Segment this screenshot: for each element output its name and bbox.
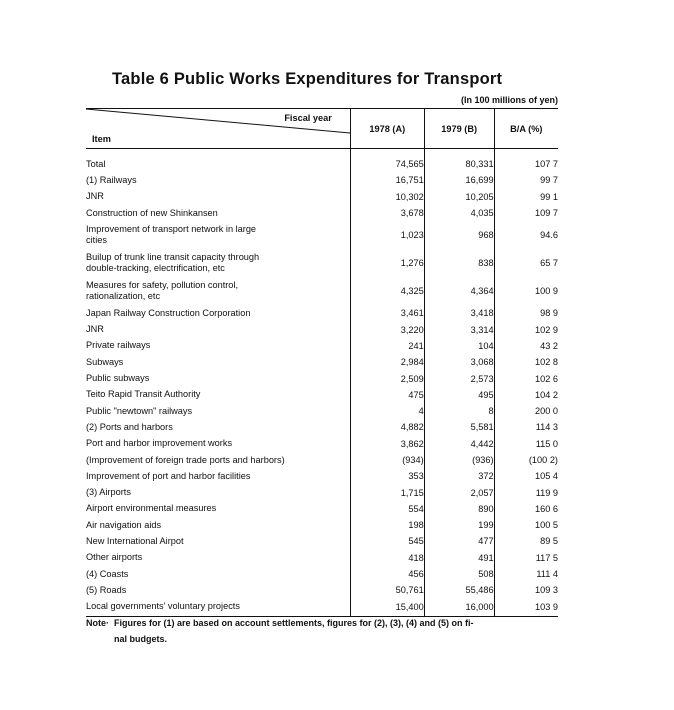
ratio-value: 105 4 <box>494 468 558 484</box>
ratio-value: (100 2) <box>494 452 558 468</box>
row-label-text: (5) Roads <box>86 584 127 595</box>
value-1978: 353 <box>350 468 424 484</box>
value-1978: 3,220 <box>350 321 424 337</box>
table-row <box>86 436 558 452</box>
table-row <box>86 338 558 354</box>
row-label <box>86 370 350 386</box>
table-row <box>86 452 558 468</box>
value-1978: 545 <box>350 533 424 549</box>
row-label-text: Air navigation aids <box>86 519 162 530</box>
ratio-value: 100 5 <box>494 517 558 533</box>
value-1979: 2,573 <box>424 370 494 386</box>
value-1979: 495 <box>424 387 494 403</box>
value-1979: 199 <box>424 517 494 533</box>
value-1978: 198 <box>350 517 424 533</box>
units-label: (In 100 millions of yen) <box>460 95 558 105</box>
row-label <box>86 387 350 403</box>
ratio-value: 102 8 <box>494 354 558 370</box>
row-label-text: (4) Coasts <box>86 568 129 579</box>
note-line-1: Figures for (1) are based on account settlements, figures for (2), (3), (4) and (5) on fi- <box>114 618 474 628</box>
note-line-2: nal budgets. <box>114 634 168 644</box>
value-1978: 4 <box>350 403 424 419</box>
value-1979: 104 <box>424 338 494 354</box>
ratio-value: 98 9 <box>494 305 558 321</box>
row-label <box>86 468 350 484</box>
row-label <box>86 550 350 566</box>
row-label <box>86 599 350 617</box>
row-label <box>86 419 350 435</box>
ratio-value: 115 0 <box>494 436 558 452</box>
ratio-value: 103 9 <box>494 599 558 617</box>
ratio-value: 94.6 <box>494 221 558 249</box>
value-1979: 508 <box>424 566 494 582</box>
value-1978: 3,461 <box>350 305 424 321</box>
value-1979: 5,581 <box>424 419 494 435</box>
row-label <box>86 501 350 517</box>
table-row <box>86 599 558 617</box>
value-1978: 1,023 <box>350 221 424 249</box>
value-1979: 8 <box>424 403 494 419</box>
value-1978: 241 <box>350 338 424 354</box>
row-label-text: Japan Railway Construction Corporation <box>86 307 251 318</box>
row-label-text: Builup of trunk line transit capacity through <box>86 252 260 263</box>
row-label-text: Measures for safety, pollution control, <box>86 280 239 291</box>
row-label <box>86 321 350 337</box>
value-1979: 16,699 <box>424 172 494 188</box>
ratio-value: 89 5 <box>494 533 558 549</box>
row-label-text: Improvement of port and harbor facilities <box>86 470 251 481</box>
ratio-value: 160 6 <box>494 501 558 517</box>
table-row <box>86 354 558 370</box>
row-label <box>86 205 350 221</box>
value-1979: 4,035 <box>424 205 494 221</box>
row-label-text: Private railways <box>86 340 151 351</box>
value-1979: 2,057 <box>424 484 494 500</box>
header-diagonal-cell <box>86 109 350 149</box>
row-label <box>86 338 350 354</box>
value-1978: 4,325 <box>350 277 424 305</box>
row-label <box>86 436 350 452</box>
value-1978: 554 <box>350 501 424 517</box>
row-label-text: Other airports <box>86 552 143 563</box>
expenditures-table <box>86 108 558 617</box>
ratio-value: 107 7 <box>494 149 558 173</box>
row-label-text: (1) Railways <box>86 174 137 185</box>
value-1979: 55,486 <box>424 582 494 598</box>
row-label <box>86 484 350 500</box>
value-1979: 4,442 <box>424 436 494 452</box>
value-1979: 10,205 <box>424 189 494 205</box>
row-label-text: JNR <box>86 191 104 202</box>
row-label-text: New International Airpot <box>86 535 184 546</box>
value-1978: 1,276 <box>350 249 424 277</box>
row-label-text: Construction of new Shinkansen <box>86 207 218 218</box>
value-1978: 10,302 <box>350 189 424 205</box>
row-label <box>86 452 350 468</box>
value-1979: 968 <box>424 221 494 249</box>
table-row <box>86 370 558 386</box>
value-1979: 372 <box>424 468 494 484</box>
row-label <box>86 277 350 305</box>
value-1978: 2,984 <box>350 354 424 370</box>
row-label <box>86 305 350 321</box>
ratio-value: 109 3 <box>494 582 558 598</box>
table-row <box>86 403 558 419</box>
row-label <box>86 221 350 249</box>
row-label <box>86 149 350 173</box>
table-row <box>86 189 558 205</box>
header-item: Item <box>92 134 111 144</box>
row-label-text: Subways <box>86 356 124 367</box>
value-1978: 74,565 <box>350 149 424 173</box>
value-1978: 418 <box>350 550 424 566</box>
row-label <box>86 517 350 533</box>
ratio-value: 100 9 <box>494 277 558 305</box>
ratio-value: 114 3 <box>494 419 558 435</box>
row-label-text: Public subways <box>86 373 150 384</box>
value-1979: 16,000 <box>424 599 494 617</box>
ratio-value: 65 7 <box>494 249 558 277</box>
table-row <box>86 305 558 321</box>
row-label-text-cont: cities <box>86 235 107 246</box>
footnote <box>86 615 546 647</box>
row-label-text: (3) Airports <box>86 487 131 498</box>
ratio-value: 200 0 <box>494 403 558 419</box>
table-row <box>86 205 558 221</box>
table-row <box>86 517 558 533</box>
value-1979: (936) <box>424 452 494 468</box>
ratio-value: 99 7 <box>494 172 558 188</box>
row-label-text: Teito Rapid Transit Authority <box>86 389 201 400</box>
value-1978: 475 <box>350 387 424 403</box>
table-body <box>86 149 558 617</box>
value-1979: 3,068 <box>424 354 494 370</box>
row-label-text-cont: double-tracking, electrification, etc <box>86 263 225 274</box>
table-row <box>86 533 558 549</box>
ratio-value: 43 2 <box>494 338 558 354</box>
table-row <box>86 566 558 582</box>
table-row <box>86 468 558 484</box>
table-row <box>86 582 558 598</box>
ratio-value: 102 9 <box>494 321 558 337</box>
row-label-text: Public "newtown" railways <box>86 405 193 416</box>
value-1978: 2,509 <box>350 370 424 386</box>
table-row <box>86 419 558 435</box>
value-1979: 80,331 <box>424 149 494 173</box>
table-row <box>86 277 558 305</box>
row-label <box>86 533 350 549</box>
note-lead: Note· <box>86 618 109 628</box>
table-header-row <box>86 109 558 149</box>
value-1978: (934) <box>350 452 424 468</box>
table-row <box>86 149 558 173</box>
table-row <box>86 387 558 403</box>
table-row <box>86 221 558 249</box>
row-label-text: Total <box>86 158 106 169</box>
value-1979: 890 <box>424 501 494 517</box>
value-1978: 16,751 <box>350 172 424 188</box>
row-label <box>86 249 350 277</box>
table-row <box>86 172 558 188</box>
row-label-text: (2) Ports and harbors <box>86 421 173 432</box>
value-1978: 3,862 <box>350 436 424 452</box>
table-row <box>86 550 558 566</box>
header-col-a: 1978 (A) <box>350 109 424 149</box>
value-1979: 3,314 <box>424 321 494 337</box>
table-title: Table 6 Public Works Expenditures for Transport <box>112 70 503 88</box>
row-label <box>86 354 350 370</box>
value-1978: 15,400 <box>350 599 424 617</box>
row-label-text: Port and harbor improvement works <box>86 438 233 449</box>
ratio-value: 99 1 <box>494 189 558 205</box>
header-fiscal-year: Fiscal year <box>284 113 332 123</box>
row-label <box>86 566 350 582</box>
ratio-value: 109 7 <box>494 205 558 221</box>
value-1979: 4,364 <box>424 277 494 305</box>
value-1978: 50,761 <box>350 582 424 598</box>
row-label <box>86 189 350 205</box>
table-row <box>86 484 558 500</box>
row-label-text-cont: rationalization, etc <box>86 291 161 302</box>
value-1978: 4,882 <box>350 419 424 435</box>
row-label-text: (Improvement of foreign trade ports and harbors) <box>86 454 285 465</box>
row-label <box>86 403 350 419</box>
value-1978: 3,678 <box>350 205 424 221</box>
row-label <box>86 172 350 188</box>
ratio-value: 102 6 <box>494 370 558 386</box>
value-1979: 491 <box>424 550 494 566</box>
row-label-text: Local governments' voluntary projects <box>86 601 240 612</box>
row-label-text: JNR <box>86 324 104 335</box>
row-label-text: Airport environmental measures <box>86 503 217 514</box>
table-row <box>86 321 558 337</box>
ratio-value: 104 2 <box>494 387 558 403</box>
header-col-b: 1979 (B) <box>424 109 494 149</box>
ratio-value: 119 9 <box>494 484 558 500</box>
table-row <box>86 249 558 277</box>
header-col-ratio: B/A (%) <box>494 109 558 149</box>
value-1979: 838 <box>424 249 494 277</box>
value-1978: 1,715 <box>350 484 424 500</box>
row-label-text: Improvement of transport network in large <box>86 224 257 235</box>
table-row <box>86 501 558 517</box>
row-label <box>86 582 350 598</box>
ratio-value: 117 5 <box>494 550 558 566</box>
ratio-value: 111 4 <box>494 566 558 582</box>
value-1979: 477 <box>424 533 494 549</box>
value-1978: 456 <box>350 566 424 582</box>
value-1979: 3,418 <box>424 305 494 321</box>
